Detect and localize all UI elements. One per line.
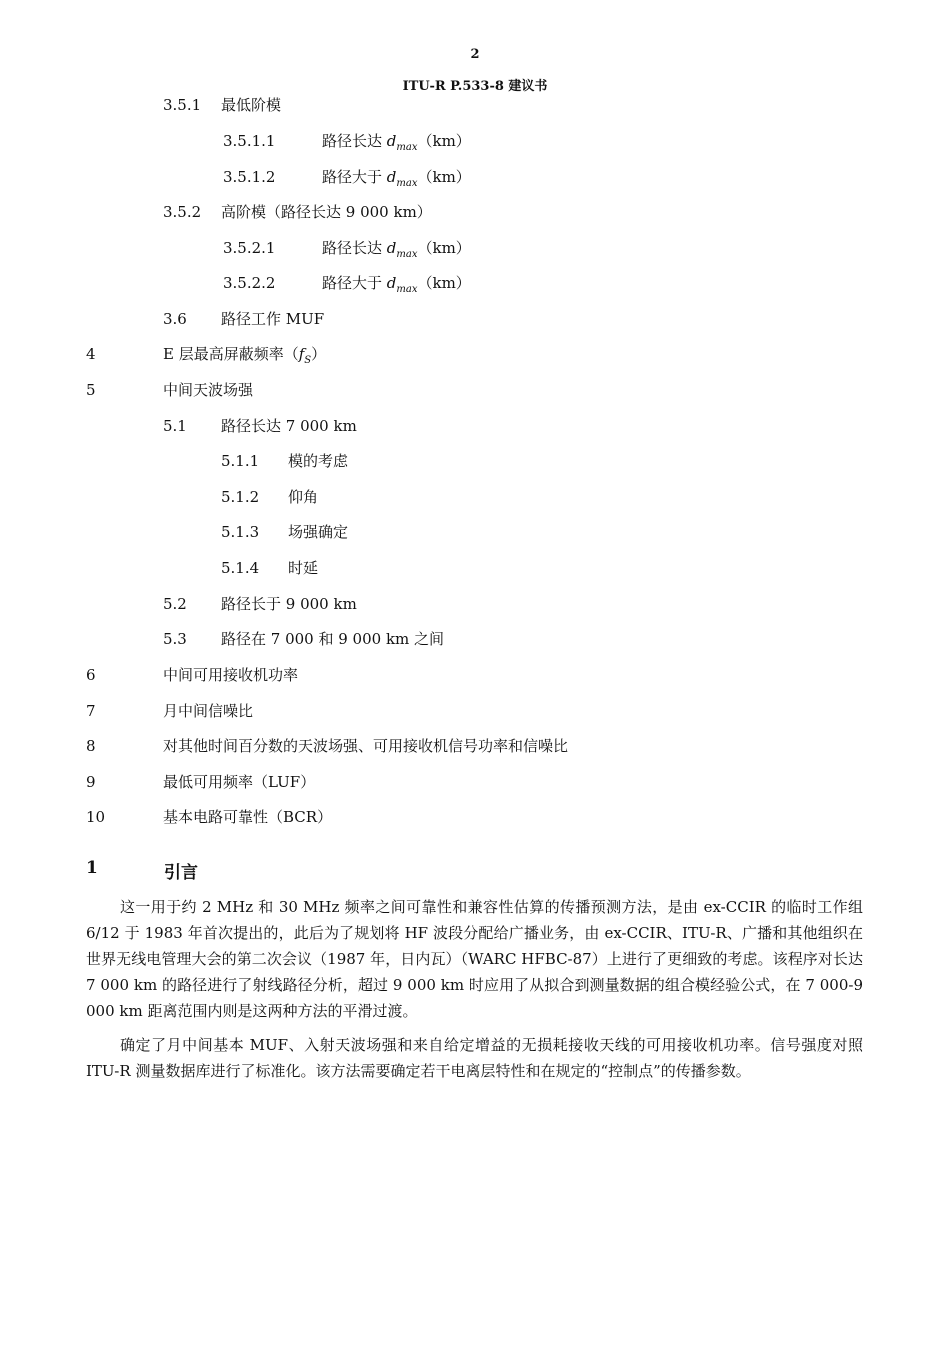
toc-variable-subscript: max bbox=[396, 284, 418, 295]
toc-title bbox=[221, 594, 357, 614]
toc-title-text: 中间可用接收机功率 bbox=[163, 666, 299, 684]
toc-title bbox=[221, 202, 432, 222]
toc-title bbox=[163, 380, 253, 400]
toc-number: 5.1.4 bbox=[221, 559, 260, 577]
toc-title-text: 路径长达 bbox=[322, 239, 387, 257]
toc-title-text: 场强确定 bbox=[288, 523, 349, 541]
paragraph-2: 确定了月中间基本 MUF、入射天波场强和来自给定增益的无损耗接收天线的可用接收机功率。信号强度对照 ITU-R 测量数据库进行了标准化。该方法需要确定若干电离层特性和在规定的“控制点”的传播参数。 bbox=[86, 1036, 863, 1080]
toc-title bbox=[163, 701, 253, 721]
toc-number: 5.1.1 bbox=[221, 452, 260, 470]
toc-number: 5.3 bbox=[163, 630, 187, 648]
paragraph-1: 这一用于约 2 MHz 和 30 MHz 频率之间可靠性和兼容性估算的传播预测方法，是由 ex-CCIR 的临时工作组 6/12 于 1983 年首次提出的，此后为了规划将 HF 波段分配给广播业务，由 ex-CCIR、ITU-R、广播和其他组织在世界无线电管理大会的第二次会议（1987 年，日内瓦）（WARC HFBC-87）上进行了更细致的考虑。该程序对长达 7 000 km 的路径进行了射线路径分析，超过 9 000 km 时应用了从拟合到测量数据的组合模经验公式，在 7 000-9 000 km 距离范围内则是这两种方法的平滑过渡。 bbox=[86, 898, 863, 1020]
toc-title bbox=[163, 344, 326, 371]
toc-title-text: 模的考虑 bbox=[288, 452, 349, 470]
toc-title-text: 月中间信噪比 bbox=[163, 702, 254, 720]
toc-title-text: 路径在 7 000 和 9 000 km 之间 bbox=[221, 630, 445, 648]
toc-number: 4 bbox=[86, 345, 96, 363]
toc-title bbox=[288, 451, 348, 471]
toc-variable: d bbox=[386, 168, 397, 186]
toc-title-text: 仰角 bbox=[288, 488, 319, 506]
toc-number: 3.5.2.1 bbox=[223, 239, 276, 257]
toc-number: 5 bbox=[86, 381, 96, 399]
toc-number: 5.1 bbox=[163, 417, 187, 435]
toc-title bbox=[221, 95, 281, 115]
toc-variable-subscript: max bbox=[396, 249, 418, 260]
toc-title bbox=[322, 167, 471, 194]
toc-number: 3.5.1.2 bbox=[223, 168, 276, 186]
toc-title bbox=[163, 736, 568, 756]
section-title: 引言 bbox=[164, 863, 198, 883]
toc-title-text: 时延 bbox=[288, 559, 319, 577]
toc-title-text: 基本电路可靠性（BCR） bbox=[163, 808, 333, 826]
toc-title bbox=[163, 665, 298, 685]
toc-variable: d bbox=[386, 239, 397, 257]
toc-title-text: 路径大于 bbox=[322, 274, 387, 292]
toc-number: 5.2 bbox=[163, 595, 187, 613]
toc-title-text: 最低可用频率（LUF） bbox=[163, 773, 316, 791]
toc-title-tail: （km） bbox=[417, 239, 471, 257]
toc-title bbox=[288, 558, 318, 578]
page-number: 2 bbox=[470, 47, 480, 62]
toc-title-text: 高阶模（路径长达 9 000 km） bbox=[221, 203, 432, 221]
toc-variable-subscript: max bbox=[396, 142, 418, 153]
toc-title-tail: （km） bbox=[417, 274, 471, 292]
toc-title bbox=[221, 629, 444, 649]
toc-title-text: 中间天波场强 bbox=[163, 381, 254, 399]
toc-title-text: 对其他时间百分数的天波场强、可用接收机信号功率和信噪比 bbox=[163, 737, 569, 755]
toc-title bbox=[322, 273, 471, 300]
toc-number: 5.1.3 bbox=[221, 523, 260, 541]
document-title: ITU-R P.533-8 建议书 bbox=[402, 79, 548, 94]
toc-number: 3.5.1 bbox=[163, 96, 202, 114]
toc-variable: d bbox=[386, 274, 397, 292]
toc-title-tail: ） bbox=[311, 345, 327, 363]
toc-variable: f bbox=[298, 345, 305, 363]
toc-title-text: 最低阶模 bbox=[221, 96, 282, 114]
toc-number: 8 bbox=[86, 737, 96, 755]
toc-title-tail: （km） bbox=[417, 132, 471, 150]
toc-title-text: 路径长达 7 000 km bbox=[221, 417, 357, 435]
toc-number: 3.5.1.1 bbox=[223, 132, 276, 150]
toc-variable: d bbox=[386, 132, 397, 150]
toc-title bbox=[163, 772, 315, 792]
section-number: 1 bbox=[86, 858, 98, 878]
toc-title bbox=[288, 487, 318, 507]
toc-number: 5.1.2 bbox=[221, 488, 260, 506]
toc-title-tail: （km） bbox=[417, 168, 471, 186]
toc-title bbox=[221, 309, 324, 329]
toc-title bbox=[163, 807, 332, 827]
toc-number: 3.6 bbox=[163, 310, 187, 328]
toc-number: 9 bbox=[86, 773, 96, 791]
toc-title-text: 路径工作 MUF bbox=[221, 310, 325, 328]
toc-title-text: 路径长达 bbox=[322, 132, 387, 150]
toc-number: 6 bbox=[86, 666, 96, 684]
toc-title-text: E 层最高屏蔽频率（ bbox=[163, 345, 299, 363]
toc-number: 3.5.2 bbox=[163, 203, 202, 221]
toc-title-text: 路径大于 bbox=[322, 168, 387, 186]
toc-variable-subscript: S bbox=[304, 355, 312, 366]
toc-title bbox=[288, 522, 348, 542]
toc-number: 3.5.2.2 bbox=[223, 274, 276, 292]
toc-title bbox=[322, 238, 471, 265]
toc-variable-subscript: max bbox=[396, 178, 418, 189]
toc-title bbox=[221, 416, 357, 436]
toc-title-text: 路径长于 9 000 km bbox=[221, 595, 357, 613]
toc-number: 7 bbox=[86, 702, 96, 720]
toc-title bbox=[322, 131, 471, 158]
toc-number: 10 bbox=[86, 808, 106, 826]
